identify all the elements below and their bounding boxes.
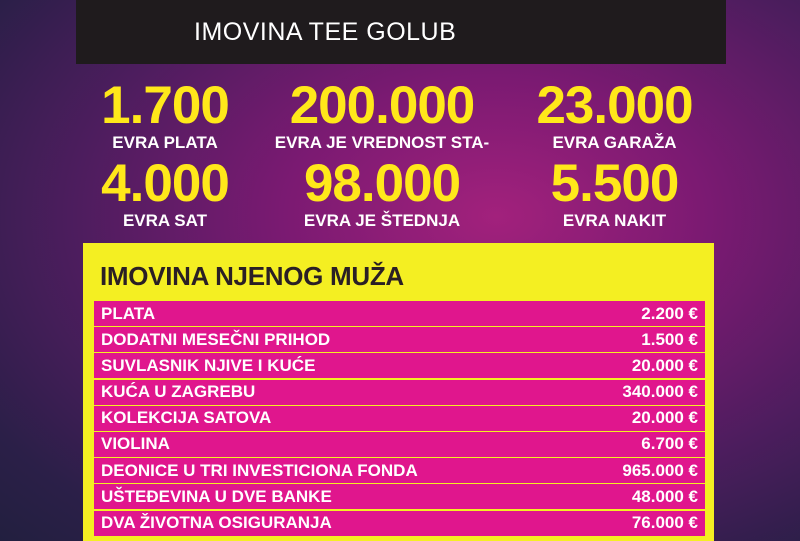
stat-label: EVRA GARAŽA xyxy=(552,133,677,152)
table-row xyxy=(94,432,705,457)
husband-assets-panel xyxy=(83,243,714,541)
table-row xyxy=(94,511,705,536)
stat-label: EVRA JE ŠTEDNJA xyxy=(303,211,461,230)
stat-label: EVRA NAKIT xyxy=(562,211,667,230)
stat-savings xyxy=(262,154,502,231)
stat-value: 4.000 xyxy=(101,154,229,213)
row-label: SUVLASNIK NJIVE I KUĆE xyxy=(101,355,316,375)
table-row xyxy=(94,484,705,509)
stat-value: 200.000 xyxy=(289,76,475,135)
table-row xyxy=(94,327,705,352)
row-value: 6.700 € xyxy=(641,434,698,454)
table-row xyxy=(94,353,705,378)
stat-garage xyxy=(512,76,717,153)
stat-label: EVRA JE VREDNOST STA- xyxy=(274,133,490,152)
row-label: KOLEKCIJA SATOVA xyxy=(101,408,272,428)
stat-label: EVRA SAT xyxy=(122,211,208,230)
row-label: PLATA xyxy=(101,303,156,323)
page-title: IMOVINA TEE GOLUB xyxy=(194,17,457,46)
table-row xyxy=(94,458,705,483)
row-value: 340.000 € xyxy=(622,382,698,402)
row-value: 20.000 € xyxy=(631,408,698,428)
stat-value: 98.000 xyxy=(303,154,461,213)
title-bar xyxy=(76,0,726,64)
stat-salary xyxy=(80,76,250,153)
row-value: 76.000 € xyxy=(631,513,698,532)
table-row xyxy=(94,301,705,326)
table-row xyxy=(94,406,705,431)
assets-table xyxy=(94,301,705,537)
stat-watch xyxy=(80,154,250,231)
row-label: DVA ŽIVOTNA OSIGURANJA xyxy=(101,513,332,532)
row-label: VIOLINA xyxy=(101,434,170,454)
row-value: 965.000 € xyxy=(622,460,698,480)
table-row xyxy=(94,380,705,405)
row-label: UŠTEĐEVINA U DVE BANKE xyxy=(101,486,332,506)
row-value: 2.200 € xyxy=(641,303,698,323)
row-value: 1.500 € xyxy=(641,329,698,349)
stat-jewelry xyxy=(512,154,717,231)
panel-title: IMOVINA NJENOG MUŽA xyxy=(100,261,404,291)
row-value: 20.000 € xyxy=(631,355,698,375)
stat-property-value xyxy=(262,76,502,153)
stat-value: 1.700 xyxy=(101,76,229,135)
stat-value: 5.500 xyxy=(550,154,679,213)
row-label: DEONICE U TRI INVESTICIONA FONDA xyxy=(101,460,418,480)
row-value: 48.000 € xyxy=(631,486,698,506)
stat-value: 23.000 xyxy=(536,76,693,135)
stat-label: EVRA PLATA xyxy=(112,133,218,152)
row-label: KUĆA U ZAGREBU xyxy=(101,382,256,402)
row-label: DODATNI MESEČNI PRIHOD xyxy=(101,329,331,349)
